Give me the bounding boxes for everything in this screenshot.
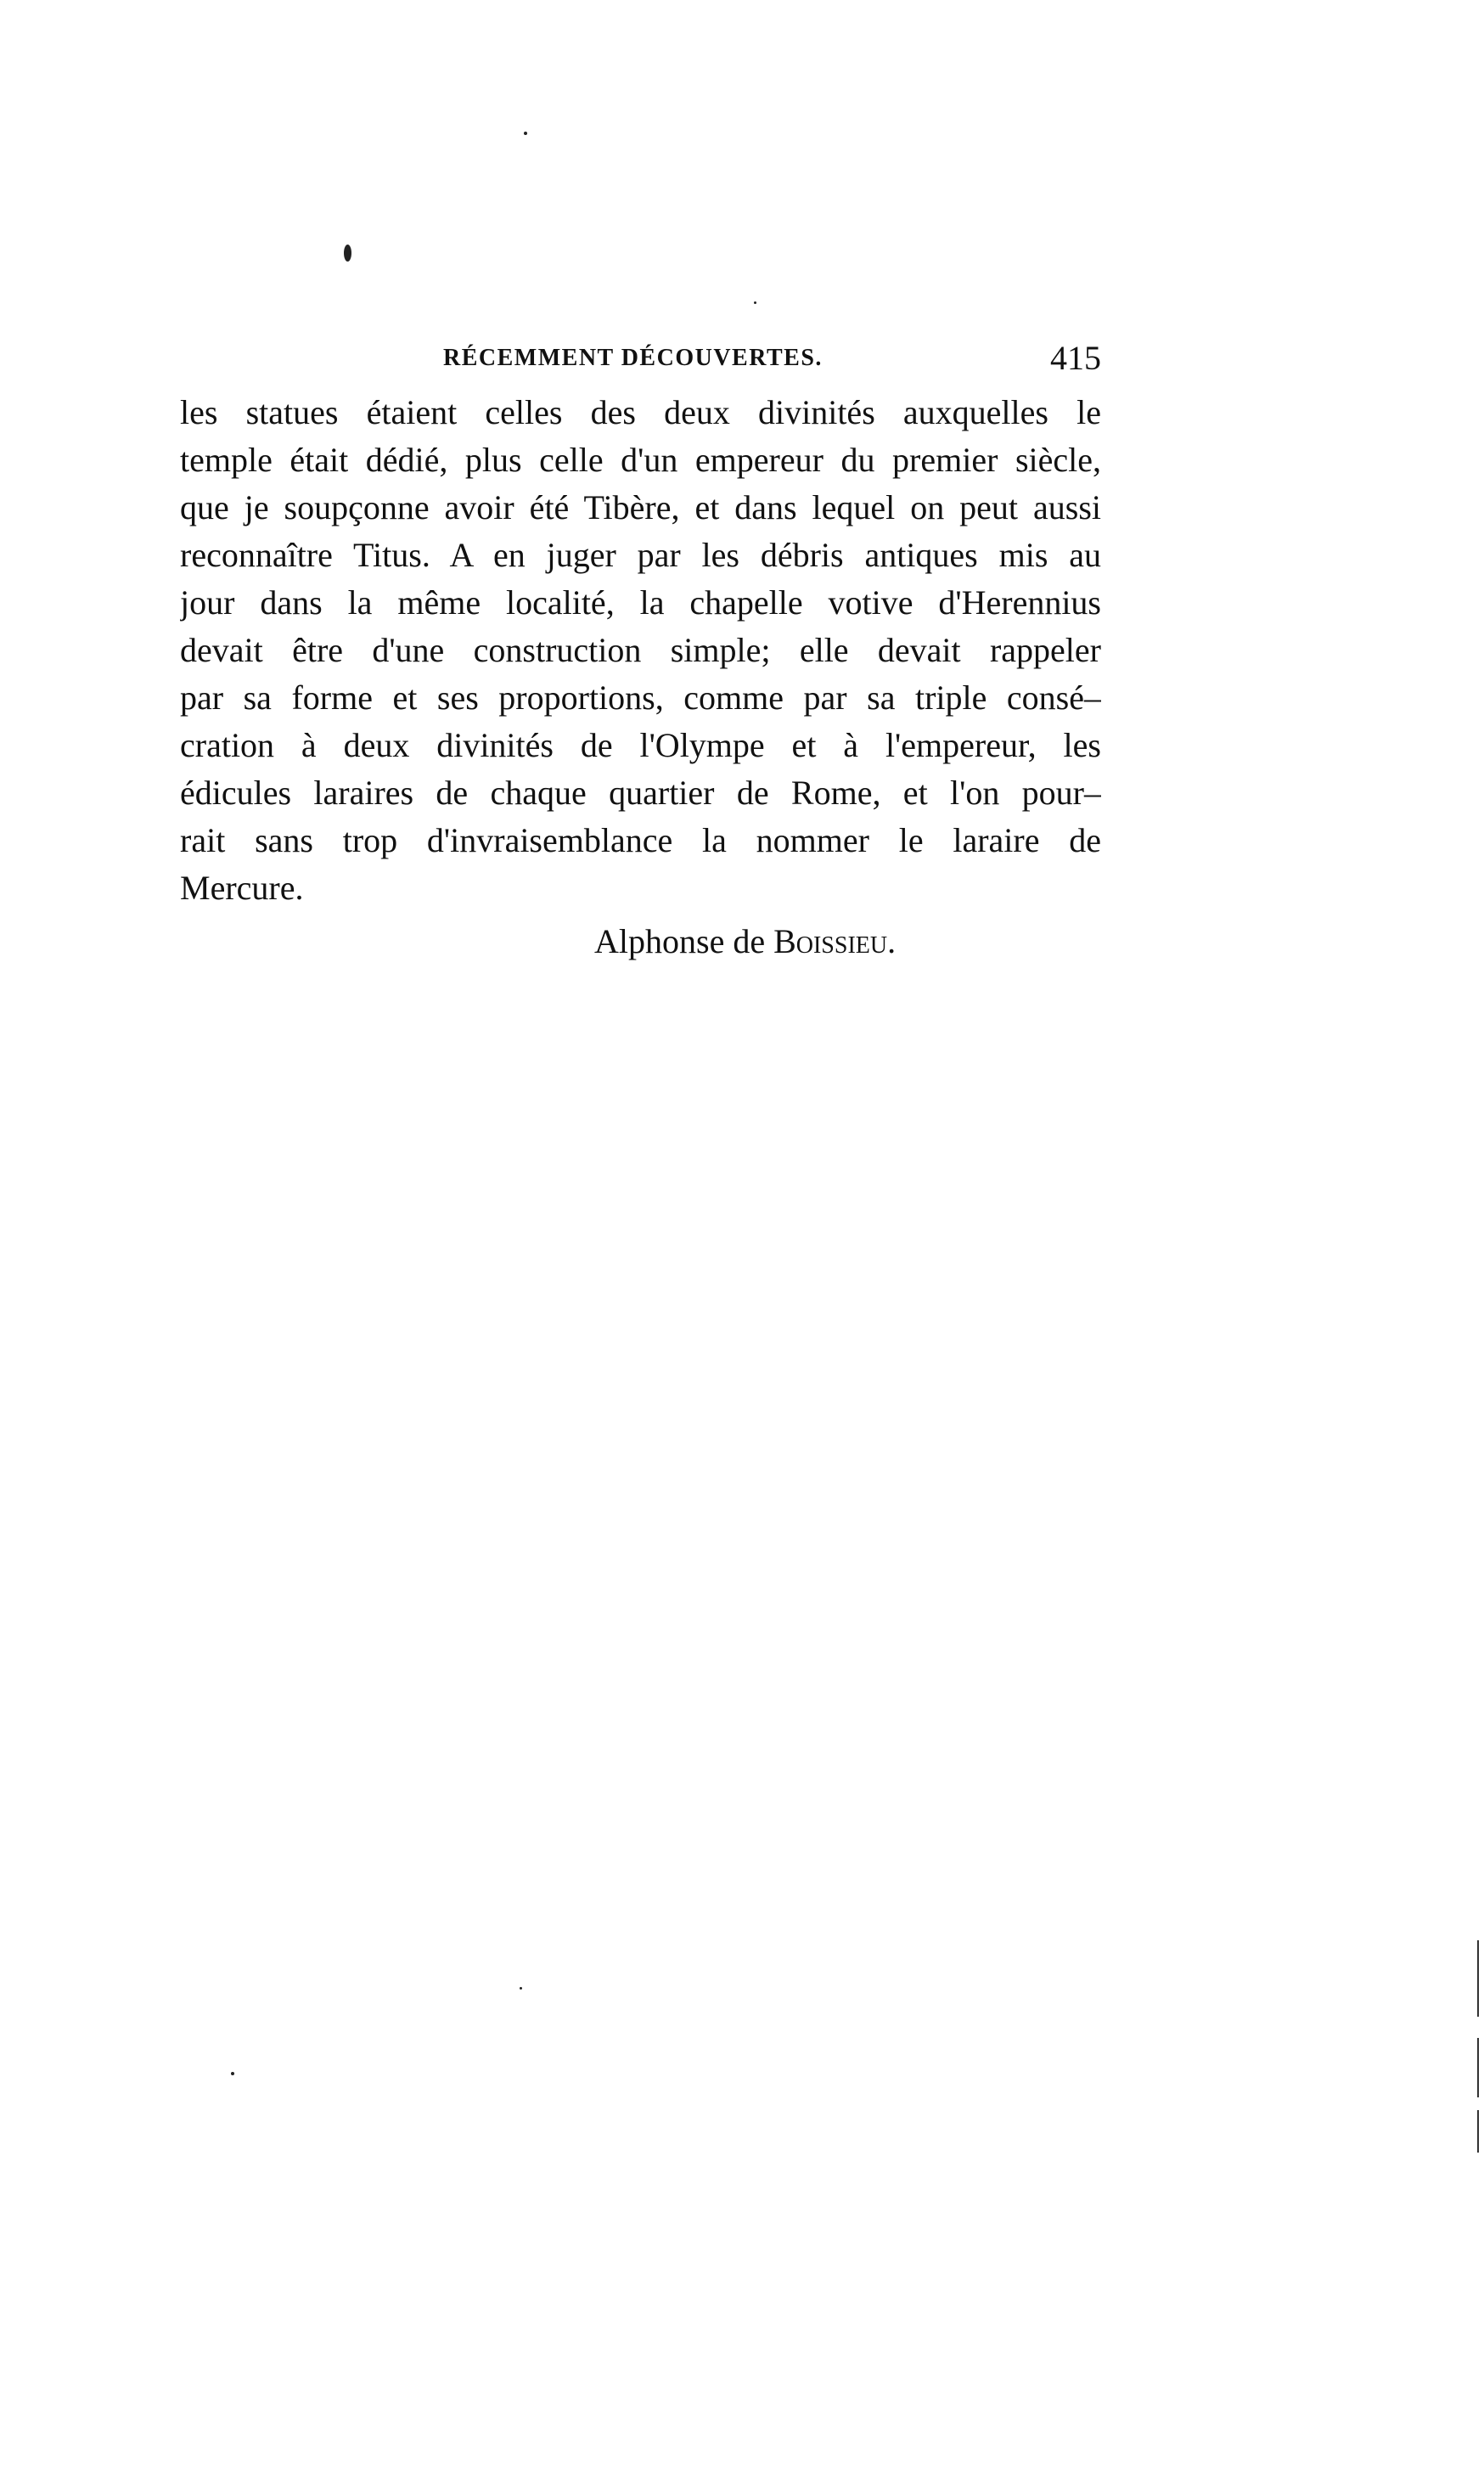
body-paragraph: [180, 389, 1101, 912]
ink-speck: [520, 1987, 522, 1990]
signature-end: .: [887, 922, 897, 960]
ink-speck: [754, 301, 756, 304]
text-line: jour dans la même localité, la chapelle votive d'Herennius: [180, 583, 1101, 622]
running-head: [180, 338, 1101, 380]
author-signature: [594, 921, 896, 961]
ink-speck: [344, 245, 351, 262]
text-line: rait sans trop d'invraisemblance la nommer le laraire de: [180, 821, 1101, 859]
running-title: RÉCEMMENT DÉCOUVERTES.: [443, 345, 823, 371]
signature-surname: Boissieu: [773, 922, 888, 960]
scan-edge-line: [1477, 1940, 1479, 2017]
scan-edge-line: [1477, 2110, 1479, 2153]
text-line: temple était dédié, plus celle d'un empereur du premier siècle,: [180, 441, 1101, 479]
text-line: les statues étaient celles des deux divinités auxquelles le: [180, 393, 1101, 431]
signature-first: Alphonse de: [594, 922, 774, 960]
scan-edge-line: [1477, 2038, 1479, 2097]
text-line: que je soupçonne avoir été Tibère, et dans lequel on peut aussi: [180, 488, 1101, 526]
text-line: cration à deux divinités de l'Olympe et à l'empereur, les: [180, 726, 1101, 764]
ink-speck: [524, 132, 527, 135]
text-line: devait être d'une construction simple; elle devait rappeler: [180, 631, 1101, 669]
text-line: Mercure.: [180, 869, 304, 907]
text-line: reconnaître Titus. A en juger par les débris antiques mis au: [180, 536, 1101, 574]
text-line: par sa forme et ses proportions, comme par sa triple consé–: [180, 678, 1101, 717]
text-line: édicules laraires de chaque quartier de Rome, et l'on pour–: [180, 774, 1101, 812]
ink-speck: [231, 2072, 234, 2075]
page-number: 415: [1050, 339, 1101, 377]
